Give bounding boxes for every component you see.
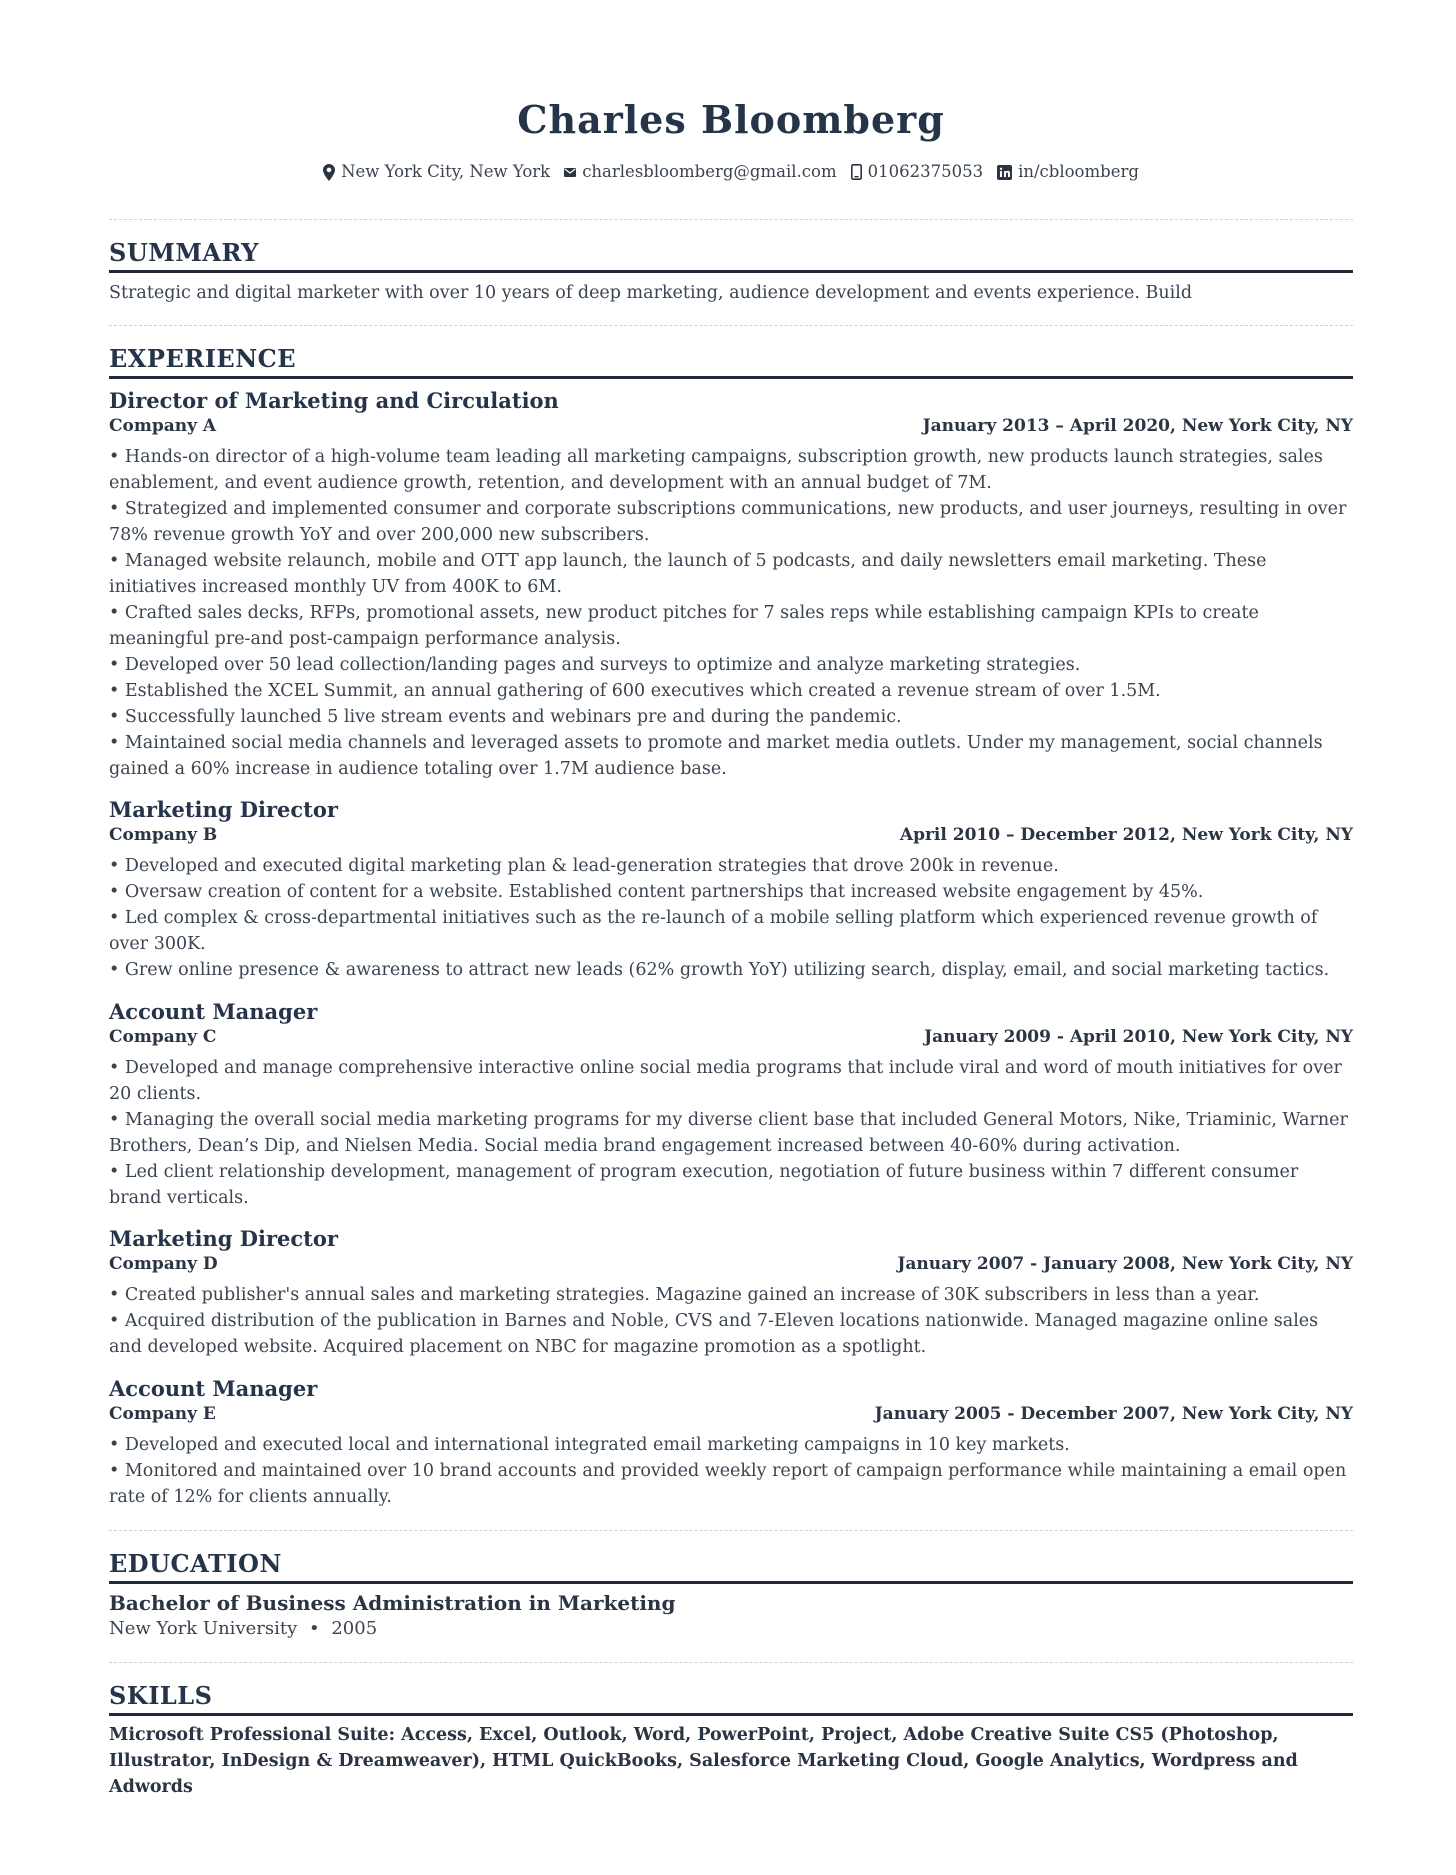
job-meta	[109, 1025, 1353, 1049]
candidate-name: Charles Bloomberg	[517, 97, 945, 142]
job-bullet: • Monitored and maintained over 10 brand accounts and provided weekly report of campaign performance while maintaining a email open rate of 12% for clients annually.	[109, 1461, 1347, 1507]
skills-text: Microsoft Professional Suite: Access, Excel, Outlook, Word, PowerPoint, Project, Adobe Creative Suite CS5 (Photoshop, Illustrator, InDesign & Dreamweaver), HTML QuickBooks, Salesforce Marketing Cloud, Google Analytics, Wordpress and Adwords	[109, 1725, 1298, 1797]
job-meta	[109, 414, 1353, 438]
skills-heading: SKILLS	[109, 1681, 1353, 1716]
company-name: Company E	[109, 1404, 216, 1424]
job-bullet: • Developed and executed digital marketing plan & lead-generation strategies that drove 200k in revenue.	[109, 856, 1059, 876]
education-school: New York University	[109, 1618, 298, 1639]
job-bullet: • Developed over 50 lead collection/landing pages and surveys to optimize and analyze marketing strategies.	[109, 655, 1081, 675]
linkedin-icon	[997, 165, 1012, 180]
education-degree: Bachelor of Business Administration in Marketing	[109, 1591, 676, 1615]
linkedin-text: in/cbloomberg	[1018, 162, 1139, 181]
job-dates: January 2007 - January 2008, New York City, NY	[897, 1254, 1353, 1274]
company-name: Company B	[109, 825, 218, 845]
job-title: Account Manager	[109, 999, 318, 1024]
company-name: Company C	[109, 1027, 217, 1047]
education-year: 2005	[331, 1618, 378, 1639]
job-bullet: • Grew online presence & awareness to attract new leads (62% growth YoY) utilizing search, display, email, and social marketing tactics.	[109, 960, 1330, 980]
location-pin-icon	[323, 164, 335, 181]
job-meta	[109, 1402, 1353, 1426]
job-bullet: • Oversaw creation of content for a website. Established content partnerships that increased website engagement by 45%.	[109, 882, 1204, 902]
job-bullet: • Strategized and implemented consumer and corporate subscriptions communications, new products, and user journeys, resulting in over 78% revenue growth YoY and over 200,000 new subscribers.	[109, 499, 1347, 545]
job-bullet: • Hands-on director of a high-volume team leading all marketing campaigns, subscription growth, new products launch strategies, sales enablement, and event audience growth, retention, and development with an annual budget of 7M.	[109, 447, 1323, 493]
job-bullet: • Crafted sales decks, RFPs, promotional assets, new product pitches for 7 sales reps while establishing campaign KPIs to create meaningful pre-and post-campaign performance analysis.	[109, 603, 1259, 649]
phone-text: 01062375053	[867, 162, 984, 181]
education-separator: •	[309, 1618, 320, 1639]
location-text: New York City, New York	[341, 162, 551, 181]
job-bullet: • Maintained social media channels and leveraged assets to promote and market media outlets. Under my management, social channels gained a 60% increase in audience totaling over 1.7M audience base.	[109, 733, 1323, 779]
job-meta	[109, 823, 1353, 847]
job-bullet: • Developed and manage comprehensive interactive online social media programs that include viral and word of mouth initiatives for over 20 clients.	[109, 1058, 1342, 1104]
job-bullet: • Led client relationship development, management of program execution, negotiation of future business within 7 different consumer brand verticals.	[109, 1162, 1299, 1208]
job-dates: January 2013 – April 2020, New York City, NY	[922, 416, 1353, 436]
experience-heading: EXPERIENCE	[109, 344, 1353, 379]
divider	[109, 1662, 1353, 1663]
job-title: Account Manager	[109, 1376, 318, 1401]
summary-heading: SUMMARY	[109, 238, 1353, 273]
contact-linkedin[interactable]	[997, 160, 1139, 184]
job-bullet: • Developed and executed local and international integrated email marketing campaigns in 10 key markets.	[109, 1435, 1070, 1455]
company-name: Company D	[109, 1254, 218, 1274]
company-name: Company A	[109, 416, 217, 436]
job-title: Director of Marketing and Circulation	[109, 388, 559, 413]
job-entry	[109, 1226, 1353, 1360]
email-text: charlesbloomberg@gmail.com	[582, 162, 837, 181]
contact-email[interactable]	[564, 160, 836, 184]
phone-icon	[851, 164, 862, 180]
job-bullet: • Successfully launched 5 live stream events and webinars pre and during the pandemic.	[109, 707, 902, 727]
job-bullet: • Managing the overall social media marketing programs for my diverse client base that included General Motors, Nike, Triaminic, Warner Brothers, Dean’s Dip, and Nielsen Media. Social media brand engagement increased between 40-60% during activation.	[109, 1110, 1348, 1156]
education-details	[109, 1616, 1353, 1642]
divider	[109, 325, 1353, 326]
job-bullet: • Managed website relaunch, mobile and OTT app launch, the launch of 5 podcasts, and daily newsletters email marketing. These initiatives increased monthly UV from 400K to 6M.	[109, 551, 1267, 597]
job-bullet: • Created publisher's annual sales and marketing strategies. Magazine gained an increase of 30K subscribers in less than a year.	[109, 1285, 1260, 1305]
job-entry	[109, 388, 1353, 782]
job-bullet: • Established the XCEL Summit, an annual gathering of 600 executives which created a revenue stream of over 1.5M.	[109, 681, 1161, 701]
contact-bar	[109, 160, 1353, 184]
job-dates: January 2009 - April 2010, New York City, NY	[924, 1027, 1353, 1047]
job-meta	[109, 1252, 1353, 1276]
divider	[109, 1530, 1353, 1531]
education-heading: EDUCATION	[109, 1549, 1353, 1584]
envelope-icon	[564, 168, 576, 177]
contact-location	[323, 160, 550, 184]
job-entry	[109, 797, 1353, 983]
summary-text: Strategic and digital marketer with over 10 years of deep marketing, audience development and events experience. Build	[109, 283, 1193, 303]
job-title: Marketing Director	[109, 797, 338, 822]
job-dates: January 2005 - December 2007, New York City, NY	[874, 1404, 1353, 1424]
job-title: Marketing Director	[109, 1226, 338, 1251]
contact-phone[interactable]	[851, 160, 983, 184]
job-entry	[109, 999, 1353, 1211]
job-entry	[109, 1376, 1353, 1510]
job-dates: April 2010 – December 2012, New York City, NY	[899, 825, 1353, 845]
job-bullet: • Acquired distribution of the publication in Barnes and Noble, CVS and 7-Eleven locations nationwide. Managed magazine online sales and developed website. Acquired placement on NBC for magazine promotion as a spotlight.	[109, 1311, 1319, 1357]
job-bullet: • Led complex & cross-departmental initiatives such as the re-launch of a mobile selling platform which experienced revenue growth of over 300K.	[109, 908, 1318, 954]
divider	[109, 219, 1353, 220]
